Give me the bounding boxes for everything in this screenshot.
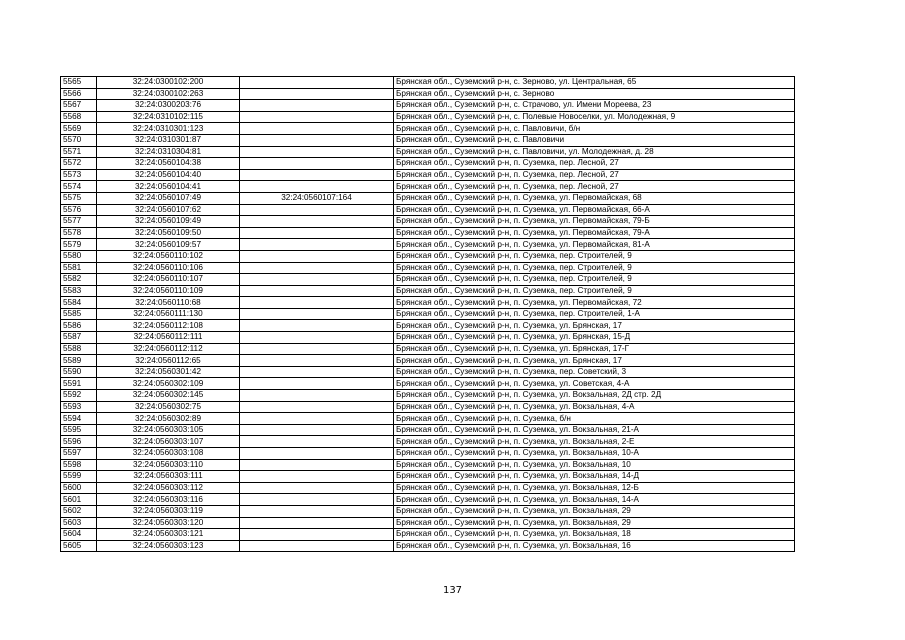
address-cell: Брянская обл., Суземский р-н, п. Суземка, ул. Вокзальная, 12-Б [394,482,795,494]
address-cell: Брянская обл., Суземский р-н, п. Суземка, ул. Вокзальная, 29 [394,517,795,529]
cadastral-number-cell: 32:24:0300203:76 [97,100,240,112]
address-cell: Брянская обл., Суземский р-н, п. Суземка, пер. Строителей, 9 [394,274,795,286]
row-number-cell: 5583 [61,285,97,297]
row-number-cell: 5589 [61,355,97,367]
table-row [61,169,795,181]
related-cadastral-number-cell [240,285,394,297]
row-number-cell: 5576 [61,204,97,216]
related-cadastral-number-cell [240,320,394,332]
cadastral-number-cell: 32:24:0560109:57 [97,239,240,251]
row-number-cell: 5577 [61,216,97,228]
related-cadastral-number-cell [240,123,394,135]
cadastral-number-cell: 32:24:0560112:108 [97,320,240,332]
address-cell: Брянская обл., Суземский р-н, с. Павловичи [394,134,795,146]
address-cell: Брянская обл., Суземский р-н, с. Павловичи, б/н [394,123,795,135]
table-row [61,424,795,436]
address-cell: Брянская обл., Суземский р-н, с. Страчово, ул. Имени Мореева, 23 [394,100,795,112]
row-number-cell: 5570 [61,134,97,146]
address-cell: Брянская обл., Суземский р-н, с. Зерново, ул. Центральная, 65 [394,77,795,89]
cadastral-number-cell: 32:24:0560301:42 [97,366,240,378]
related-cadastral-number-cell [240,204,394,216]
cadastral-number-cell: 32:24:0560110:107 [97,274,240,286]
table-row [61,517,795,529]
cadastral-number-cell: 32:24:0560303:121 [97,529,240,541]
related-cadastral-number-cell [240,413,394,425]
address-cell: Брянская обл., Суземский р-н, п. Суземка, б/н [394,413,795,425]
address-cell: Брянская обл., Суземский р-н, п. Суземка, ул. Брянская, 15-Д [394,332,795,344]
cadastral-number-cell: 32:24:0560303:120 [97,517,240,529]
register-table-body [61,77,795,552]
related-cadastral-number-cell [240,494,394,506]
table-row [61,123,795,135]
related-cadastral-number-cell [240,390,394,402]
row-number-cell: 5582 [61,274,97,286]
table-row [61,366,795,378]
row-number-cell: 5572 [61,158,97,170]
address-cell: Брянская обл., Суземский р-н, п. Суземка, ул. Вокзальная, 10 [394,459,795,471]
cadastral-number-cell: 32:24:0560107:62 [97,204,240,216]
address-cell: Брянская обл., Суземский р-н, п. Суземка, ул. Первомайская, 79-А [394,227,795,239]
row-number-cell: 5601 [61,494,97,506]
table-row [61,100,795,112]
cadastral-number-cell: 32:24:0310301:123 [97,123,240,135]
table-row [61,274,795,286]
cadastral-number-cell: 32:24:0560303:116 [97,494,240,506]
address-cell: Брянская обл., Суземский р-н, п. Суземка, пер. Лесной, 27 [394,181,795,193]
row-number-cell: 5585 [61,308,97,320]
row-number-cell: 5602 [61,505,97,517]
related-cadastral-number-cell [240,366,394,378]
row-number-cell: 5578 [61,227,97,239]
address-cell: Брянская обл., Суземский р-н, п. Суземка, пер. Строителей, 9 [394,262,795,274]
cadastral-number-cell: 32:24:0560111:130 [97,308,240,320]
table-row [61,401,795,413]
related-cadastral-number-cell [240,227,394,239]
cadastral-number-cell: 32:24:0560303:105 [97,424,240,436]
related-cadastral-number-cell [240,482,394,494]
row-number-cell: 5603 [61,517,97,529]
row-number-cell: 5604 [61,529,97,541]
cadastral-number-cell: 32:24:0560110:68 [97,297,240,309]
related-cadastral-number-cell [240,517,394,529]
related-cadastral-number-cell [240,216,394,228]
row-number-cell: 5574 [61,181,97,193]
cadastral-number-cell: 32:24:0560107:49 [97,192,240,204]
row-number-cell: 5595 [61,424,97,436]
table-row [61,529,795,541]
row-number-cell: 5593 [61,401,97,413]
table-row [61,355,795,367]
related-cadastral-number-cell: 32:24:0560107:164 [240,192,394,204]
cadastral-number-cell: 32:24:0560109:50 [97,227,240,239]
row-number-cell: 5565 [61,77,97,89]
row-number-cell: 5594 [61,413,97,425]
row-number-cell: 5597 [61,448,97,460]
cadastral-number-cell: 32:24:0300102:200 [97,77,240,89]
table-row [61,216,795,228]
table-row [61,459,795,471]
related-cadastral-number-cell [240,100,394,112]
table-row [61,77,795,89]
cadastral-number-cell: 32:24:0560104:41 [97,181,240,193]
row-number-cell: 5599 [61,471,97,483]
table-row [61,494,795,506]
related-cadastral-number-cell [240,88,394,100]
row-number-cell: 5581 [61,262,97,274]
table-row [61,285,795,297]
cadastral-number-cell: 32:24:0560112:65 [97,355,240,367]
table-row [61,146,795,158]
table-row [61,239,795,251]
row-number-cell: 5598 [61,459,97,471]
cadastral-number-cell: 32:24:0300102:263 [97,88,240,100]
table-row [61,262,795,274]
related-cadastral-number-cell [240,297,394,309]
related-cadastral-number-cell [240,505,394,517]
related-cadastral-number-cell [240,169,394,181]
row-number-cell: 5566 [61,88,97,100]
row-number-cell: 5567 [61,100,97,112]
address-cell: Брянская обл., Суземский р-н, п. Суземка, ул. Вокзальная, 14-А [394,494,795,506]
row-number-cell: 5590 [61,366,97,378]
related-cadastral-number-cell [240,401,394,413]
cadastral-number-cell: 32:24:0560302:75 [97,401,240,413]
address-cell: Брянская обл., Суземский р-н, п. Суземка, ул. Первомайская, 66-А [394,204,795,216]
related-cadastral-number-cell [240,459,394,471]
property-register-table [60,76,795,552]
row-number-cell: 5591 [61,378,97,390]
page-number: 137 [442,585,463,596]
address-cell: Брянская обл., Суземский р-н, п. Суземка, ул. Вокзальная, 2-Е [394,436,795,448]
cadastral-number-cell: 32:24:0560104:38 [97,158,240,170]
cadastral-number-cell: 32:24:0560302:109 [97,378,240,390]
address-cell: Брянская обл., Суземский р-н, п. Суземка, пер. Советский, 3 [394,366,795,378]
table-row [61,378,795,390]
related-cadastral-number-cell [240,274,394,286]
table-row [61,111,795,123]
row-number-cell: 5584 [61,297,97,309]
row-number-cell: 5588 [61,343,97,355]
cadastral-number-cell: 32:24:0560303:123 [97,540,240,552]
table-row [61,448,795,460]
related-cadastral-number-cell [240,134,394,146]
related-cadastral-number-cell [240,436,394,448]
address-cell: Брянская обл., Суземский р-н, п. Суземка, ул. Советская, 4-А [394,378,795,390]
table-row [61,192,795,204]
table-row [61,308,795,320]
address-cell: Брянская обл., Суземский р-н, п. Суземка, пер. Строителей, 9 [394,250,795,262]
address-cell: Брянская обл., Суземский р-н, п. Суземка, пер. Лесной, 27 [394,169,795,181]
table-row [61,471,795,483]
table-row [61,343,795,355]
address-cell: Брянская обл., Суземский р-н, п. Суземка, ул. Вокзальная, 21-А [394,424,795,436]
address-cell: Брянская обл., Суземский р-н, п. Суземка, ул. Первомайская, 68 [394,192,795,204]
cadastral-number-cell: 32:24:0560303:112 [97,482,240,494]
row-number-cell: 5600 [61,482,97,494]
cadastral-number-cell: 32:24:0310304:81 [97,146,240,158]
row-number-cell: 5579 [61,239,97,251]
related-cadastral-number-cell [240,262,394,274]
table-row [61,413,795,425]
address-cell: Брянская обл., Суземский р-н, п. Суземка, ул. Первомайская, 79-Б [394,216,795,228]
cadastral-number-cell: 32:24:0560110:109 [97,285,240,297]
table-row [61,436,795,448]
related-cadastral-number-cell [240,529,394,541]
address-cell: Брянская обл., Суземский р-н, п. Суземка, ул. Брянская, 17-Г [394,343,795,355]
table-row [61,227,795,239]
cadastral-number-cell: 32:24:0560303:110 [97,459,240,471]
address-cell: Брянская обл., Суземский р-н, п. Суземка, пер. Строителей, 9 [394,285,795,297]
cadastral-number-cell: 32:24:0560112:112 [97,343,240,355]
table-row [61,505,795,517]
related-cadastral-number-cell [240,181,394,193]
row-number-cell: 5605 [61,540,97,552]
table-row [61,181,795,193]
cadastral-number-cell: 32:24:0310301:87 [97,134,240,146]
address-cell: Брянская обл., Суземский р-н, п. Суземка, ул. Первомайская, 81-А [394,239,795,251]
cadastral-number-cell: 32:24:0560104:40 [97,169,240,181]
address-cell: Брянская обл., Суземский р-н, п. Суземка, ул. Первомайская, 72 [394,297,795,309]
cadastral-number-cell: 32:24:0560110:102 [97,250,240,262]
related-cadastral-number-cell [240,540,394,552]
cadastral-number-cell: 32:24:0560303:108 [97,448,240,460]
cadastral-number-cell: 32:24:0560302:89 [97,413,240,425]
table-row [61,204,795,216]
related-cadastral-number-cell [240,239,394,251]
row-number-cell: 5586 [61,320,97,332]
table-row [61,540,795,552]
related-cadastral-number-cell [240,158,394,170]
related-cadastral-number-cell [240,77,394,89]
related-cadastral-number-cell [240,308,394,320]
cadastral-number-cell: 32:24:0560303:107 [97,436,240,448]
address-cell: Брянская обл., Суземский р-н, п. Суземка, ул. Вокзальная, 2Д стр. 2Д [394,390,795,402]
address-cell: Брянская обл., Суземский р-н, п. Суземка, ул. Брянская, 17 [394,320,795,332]
address-cell: Брянская обл., Суземский р-н, с. Полевые Новоселки, ул. Молодежная, 9 [394,111,795,123]
related-cadastral-number-cell [240,471,394,483]
address-cell: Брянская обл., Суземский р-н, п. Суземка, пер. Строителей, 1-А [394,308,795,320]
cadastral-number-cell: 32:24:0560112:111 [97,332,240,344]
table-row [61,88,795,100]
address-cell: Брянская обл., Суземский р-н, п. Суземка, ул. Вокзальная, 16 [394,540,795,552]
cadastral-number-cell: 32:24:0560303:119 [97,505,240,517]
address-cell: Брянская обл., Суземский р-н, п. Суземка, ул. Вокзальная, 14-Д [394,471,795,483]
related-cadastral-number-cell [240,343,394,355]
row-number-cell: 5573 [61,169,97,181]
related-cadastral-number-cell [240,378,394,390]
cadastral-number-cell: 32:24:0560110:106 [97,262,240,274]
row-number-cell: 5575 [61,192,97,204]
related-cadastral-number-cell [240,111,394,123]
address-cell: Брянская обл., Суземский р-н, п. Суземка, ул. Вокзальная, 29 [394,505,795,517]
related-cadastral-number-cell [240,355,394,367]
row-number-cell: 5587 [61,332,97,344]
table-row [61,158,795,170]
address-cell: Брянская обл., Суземский р-н, п. Суземка, ул. Брянская, 17 [394,355,795,367]
related-cadastral-number-cell [240,146,394,158]
row-number-cell: 5580 [61,250,97,262]
row-number-cell: 5568 [61,111,97,123]
row-number-cell: 5592 [61,390,97,402]
cadastral-number-cell: 32:24:0560303:111 [97,471,240,483]
table-row [61,390,795,402]
row-number-cell: 5571 [61,146,97,158]
table-row [61,482,795,494]
table-row [61,320,795,332]
table-row [61,134,795,146]
related-cadastral-number-cell [240,448,394,460]
related-cadastral-number-cell [240,424,394,436]
cadastral-number-cell: 32:24:0560109:49 [97,216,240,228]
related-cadastral-number-cell [240,250,394,262]
address-cell: Брянская обл., Суземский р-н, с. Павловичи, ул. Молодежная, д. 28 [394,146,795,158]
address-cell: Брянская обл., Суземский р-н, п. Суземка, ул. Вокзальная, 4-А [394,401,795,413]
related-cadastral-number-cell [240,332,394,344]
row-number-cell: 5596 [61,436,97,448]
table-row [61,332,795,344]
address-cell: Брянская обл., Суземский р-н, п. Суземка, ул. Вокзальная, 18 [394,529,795,541]
address-cell: Брянская обл., Суземский р-н, п. Суземка, ул. Вокзальная, 10-А [394,448,795,460]
address-cell: Брянская обл., Суземский р-н, п. Суземка, пер. Лесной, 27 [394,158,795,170]
table-row [61,250,795,262]
cadastral-number-cell: 32:24:0560302:145 [97,390,240,402]
cadastral-number-cell: 32:24:0310102:115 [97,111,240,123]
address-cell: Брянская обл., Суземский р-н, с. Зерново [394,88,795,100]
row-number-cell: 5569 [61,123,97,135]
table-row [61,297,795,309]
